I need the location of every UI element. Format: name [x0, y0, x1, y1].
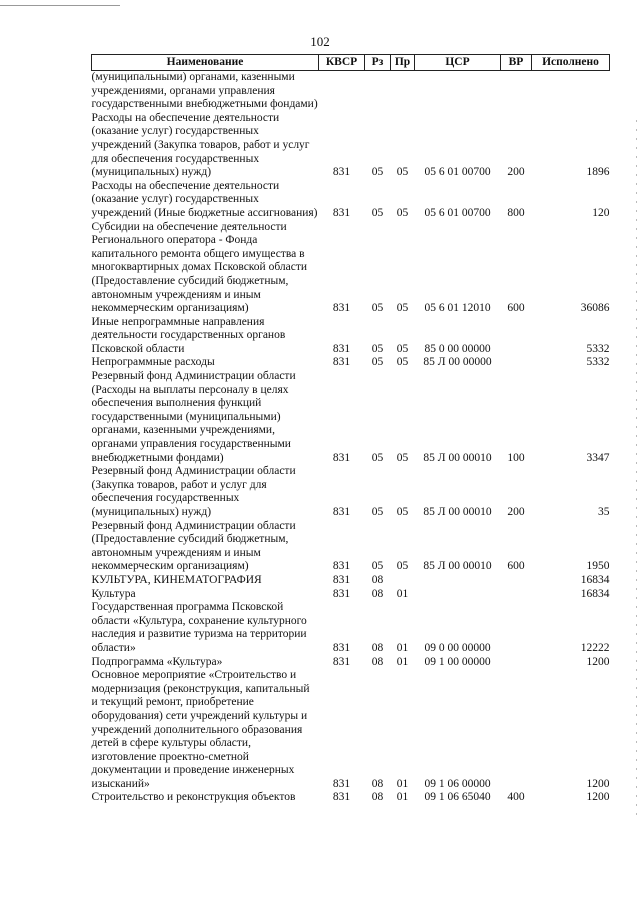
table-row	[92, 316, 610, 357]
cell-name: Расходы на обеспечение деятельности (оказание услуг) государственных учреждений (Закупка товаров, работ и услуг для обеспечения государственных (муниципальных) нужд)	[91, 111, 310, 179]
cell-name: Непрограммные расходы	[91, 356, 215, 369]
cell-vr: 400	[507, 791, 525, 804]
cell-name: Подпрограмма «Культура»	[91, 655, 223, 668]
table-row	[92, 112, 610, 180]
table-row	[92, 791, 610, 805]
cell-done: 35	[598, 506, 610, 518]
cell-vr: 200	[507, 506, 525, 518]
cell-name: Строительство и реконструкция объектов	[91, 791, 296, 804]
cell-done: 5332	[586, 342, 610, 355]
cell-name: КУЛЬТУРА, КИНЕМАТОГРАФИЯ	[91, 573, 262, 586]
cell-vr	[501, 316, 532, 357]
cell-csr	[415, 588, 501, 602]
cell-pr: 05	[396, 166, 409, 179]
header-vr: ВР	[501, 55, 532, 71]
cell-kvsr: 831	[332, 573, 351, 586]
cell-done: 5332	[586, 356, 610, 369]
cell-csr	[415, 574, 501, 588]
table-row	[92, 71, 610, 112]
page-number: 102	[310, 34, 330, 49]
table-header-row	[92, 55, 610, 71]
header-rz: Рз	[365, 55, 391, 71]
cell-csr: 85 Л 00 00010	[423, 560, 492, 573]
cell-rz: 05	[371, 506, 384, 518]
table-row	[92, 356, 610, 370]
cell-vr	[501, 601, 532, 655]
cell-name: Расходы на обеспечение деятельности (оказание услуг) государственных учреждений (Иные бюджетные ассигнования)	[91, 179, 318, 219]
cell-rz: 08	[371, 641, 384, 654]
cell-pr: 05	[396, 356, 409, 369]
cell-csr: 85 Л 00 00000	[423, 356, 492, 369]
cell-name: Субсидии на обеспечение деятельности Регионального оператора - Фонда капитального ремонта общего имущества в многоквартирных домах Псковской области (Предоставление субсидий бюджетным, автономным учреждениям и иным некоммерческим организациям)	[91, 220, 308, 315]
cell-csr: 85 0 00 00000	[424, 342, 491, 355]
cell-vr	[501, 656, 532, 670]
cell-name: Основное мероприятие «Строительство и модернизация (реконструкция, капитальный и текущий ремонт, приобретение оборудования) сети учреждений культуры и учреждений дополнительного образования детей в сфере культуры области, изготовление проектно-сметной документации и проведение инженерных изысканий»	[91, 669, 310, 790]
cell-done: 16834	[580, 587, 610, 600]
cell-pr: 01	[396, 777, 409, 790]
cell-rz: 08	[371, 587, 384, 600]
cell-csr: 09 0 00 00000	[424, 641, 491, 654]
cell-kvsr: 831	[332, 206, 351, 219]
table-row	[92, 574, 610, 588]
cell-rz: 05	[371, 302, 384, 315]
cell-done: 1896	[586, 166, 610, 179]
cell-rz: 08	[371, 655, 384, 668]
cell-name: (муниципальными) органами, казенными учреждениями, органами управления государственными внебюджетными фондами)	[91, 71, 318, 111]
cell-name: Резервный фонд Администрации области (Расходы на выплаты персоналу в целях обеспечения выполнения функций государственными (муниципальными) органами, казенными учреждениями, органами управления государственными внебюджетными фондами)	[91, 370, 296, 464]
table-row	[92, 669, 610, 791]
cell-kvsr: 831	[332, 302, 351, 315]
cell-done: 3347	[586, 451, 610, 464]
cell-csr	[415, 71, 501, 112]
cell-vr	[501, 669, 532, 791]
cell-pr	[391, 574, 415, 588]
cell-csr: 85 Л 00 00010	[423, 506, 492, 518]
cell-kvsr: 831	[332, 655, 351, 668]
scan-edge-mark	[0, 0, 120, 6]
cell-rz: 08	[371, 573, 384, 586]
cell-done: 1200	[586, 655, 610, 668]
cell-kvsr: 831	[332, 451, 351, 464]
cell-pr: 05	[396, 342, 409, 355]
cell-pr: 05	[396, 451, 409, 464]
cell-done	[532, 71, 610, 112]
cell-done: 16834	[580, 573, 610, 586]
cell-kvsr: 831	[332, 641, 351, 654]
cell-csr: 05 6 01 00700	[424, 206, 491, 219]
cell-csr: 09 1 00 00000	[424, 655, 491, 668]
cell-kvsr: 831	[332, 342, 351, 355]
cell-csr: 85 Л 00 00010	[423, 451, 492, 464]
cell-pr: 01	[396, 641, 409, 654]
cell-rz: 05	[371, 166, 384, 179]
cell-rz: 05	[371, 206, 384, 219]
cell-vr: 600	[507, 302, 525, 315]
cell-pr: 01	[396, 791, 409, 804]
cell-pr: 05	[396, 302, 409, 315]
cell-csr: 05 6 01 12010	[424, 302, 491, 315]
cell-rz: 05	[371, 342, 384, 355]
cell-csr: 09 1 06 65040	[424, 791, 491, 804]
header-name: Наименование	[92, 55, 319, 71]
cell-rz: 05	[371, 356, 384, 369]
cell-name: Резервный фонд Администрации области (Закупка товаров, работ и услуг для обеспечения государственных (муниципальных) нужд)	[91, 465, 296, 518]
table-row	[92, 601, 610, 655]
cell-kvsr: 831	[332, 587, 351, 600]
cell-vr	[501, 71, 532, 112]
cell-pr	[391, 71, 415, 112]
table-row	[92, 370, 610, 465]
cell-kvsr: 831	[332, 777, 351, 790]
cell-rz: 08	[371, 777, 384, 790]
cell-rz: 05	[371, 451, 384, 464]
header-done: Исполнено	[532, 55, 610, 71]
cell-done: 36086	[580, 302, 610, 315]
cell-vr: 800	[507, 206, 525, 219]
cell-done: 1950	[586, 560, 610, 573]
cell-name: Резервный фонд Администрации области (Предоставление субсидий бюджетным, автономным учреждениям и иным некоммерческим организациям)	[91, 519, 296, 573]
header-kvsr: КВСР	[319, 55, 365, 71]
budget-table	[91, 54, 610, 805]
cell-csr: 05 6 01 00700	[424, 166, 491, 179]
table-row	[92, 520, 610, 574]
cell-vr: 200	[507, 166, 525, 179]
cell-rz: 05	[371, 560, 384, 573]
cell-pr: 05	[396, 506, 409, 518]
cell-vr: 600	[507, 560, 525, 573]
cell-kvsr: 831	[332, 791, 351, 804]
table-row	[92, 588, 610, 602]
cell-name: Культура	[91, 587, 136, 600]
cell-vr	[501, 588, 532, 602]
cell-rz: 08	[371, 791, 384, 804]
cell-name: Государственная программа Псковской области «Культура, сохранение культурного наследия и развитие туризма на территории области»	[91, 601, 307, 654]
cell-csr: 09 1 06 00000	[424, 777, 491, 790]
cell-done: 12222	[580, 641, 610, 654]
cell-vr	[501, 356, 532, 370]
table-row	[92, 180, 610, 221]
header-csr: ЦСР	[415, 55, 501, 71]
cell-pr: 05	[396, 560, 409, 573]
cell-pr: 05	[396, 206, 409, 219]
cell-name: Иные непрограммные направления деятельности государственных органов Псковской области	[91, 315, 286, 355]
cell-pr: 01	[396, 587, 409, 600]
scan-edge-mark	[636, 120, 637, 820]
header-pr: Пр	[391, 55, 415, 71]
cell-rz	[365, 71, 391, 112]
cell-kvsr: 831	[332, 166, 351, 179]
cell-kvsr	[319, 71, 365, 112]
cell-vr: 100	[507, 451, 525, 464]
cell-kvsr: 831	[332, 560, 351, 573]
cell-done: 120	[592, 206, 610, 219]
cell-kvsr: 831	[332, 356, 351, 369]
cell-kvsr: 831	[332, 506, 351, 518]
table-row	[92, 465, 610, 519]
table-row	[92, 221, 610, 316]
cell-vr	[501, 574, 532, 588]
table-row	[92, 656, 610, 670]
cell-pr: 01	[396, 655, 409, 668]
cell-done: 1200	[586, 777, 610, 790]
cell-done: 1200	[586, 791, 610, 804]
